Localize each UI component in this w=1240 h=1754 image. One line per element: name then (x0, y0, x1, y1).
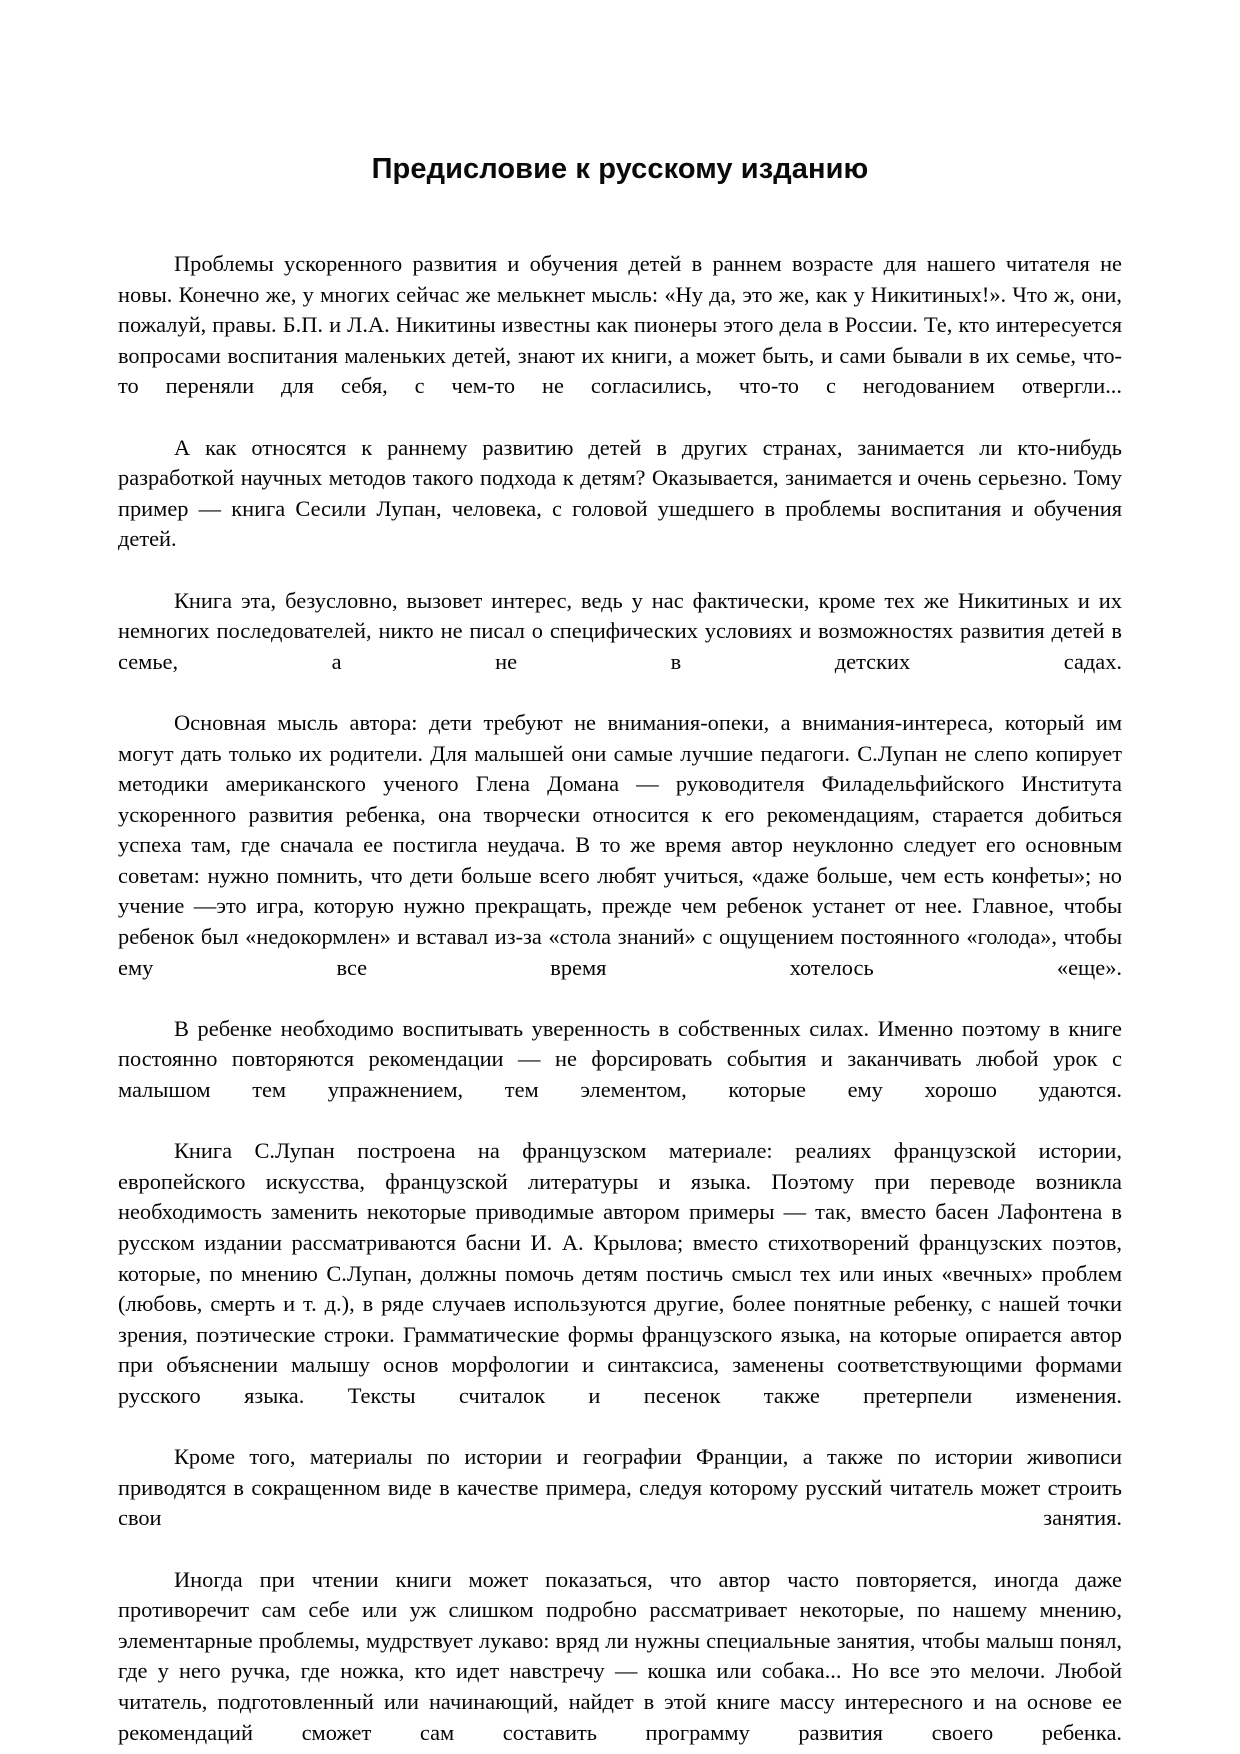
paragraph: А как относятся к раннему развитию детей в других странах, занимается ли кто-нибудь разработкой научных методов такого подхода к детям? Оказывается, занимается и очень серьезно. Тому пример — книга Сесили Лупан, человека, с головой ушедшего в проблемы воспитания и обучения детей. (118, 434, 1122, 552)
paragraph: Иногда при чтении книги может показаться, что автор часто повторяется, иногда даже противоречит сам себе или уж слишком подробно рассматривает некоторые, по нашему мнению, элементарные проблемы, мудрствует лукаво: вряд ли нужны специальные занятия, чтобы малыш понял, где у него ручка, где ножка, кто идет навстречу — кошка или собака... Но все это мелочи. Любой читатель, подготовленный или начинающий, найдет в этой книге массу интересного и на основе ее рекомендаций сможет сам составить программу развития своего ребенка. (118, 1566, 1122, 1745)
paragraph: Основная мысль автора: дети требуют не внимания-опеки, а внимания-интереса, который им могут дать только их родители. Для малышей они самые лучшие педагоги. С.Лупан не слепо копирует методики американского ученого Глена Домана — руководителя Филадельфийского Института ускоренного развития ребенка, она творчески относится к его рекомендациям, старается добиться успеха там, где сначала ее постигла неудача. В то же время автор неуклонно следует его основным советам: нужно помнить, что дети больше всего любят учиться, «даже больше, чем есть конфеты»; но учение —это игра, которую нужно прекращать, прежде чем ребенок устанет от нее. Главное, чтобы ребенок был «недокормлен» и вставал из-за «стола знаний» с ощущением постоянного «голода», чтобы ему все время хотелось «еще». (118, 709, 1122, 980)
paragraph: Проблемы ускоренного развития и обучения детей в раннем возрасте для нашего читателя не новы. Конечно же, у многих сейчас же мелькнет мысль: «Ну да, это же, как у Никитиных!». Что ж, они, пожалуй, правы. Б.П. и Л.А. Никитины известны как пионеры этого дела в России. Те, кто интересуется вопросами воспитания маленьких детей, знают их книги, а может быть, и сами бывали в их семье, что-то переняли для себя, с чем-то не согласились, что-то с негодованием отвергли... (118, 251, 1122, 399)
paragraph: Книга С.Лупан построена на французском материале: реалиях французской истории, европейского искусства, французской литературы и языка. Поэтому при переводе возникла необходимость заменить некоторые приводимые автором примеры — так, вместо басен Лафонтена в русском издании рассматриваются басни И. А. Крылова; вместо стихотворений французских поэтов, которые, по мнению С.Лупан, должны помочь детям постичь смысл тех или иных «вечных» проблем (любовь, смерть и т. д.), в ряде случаев используются другие, более понятные ребенку, с нашей точки зрения, поэтические строки. Грамматические формы французского языка, на которые опирается автор при объяснении малышу основ морфологии и синтаксиса, заменены соответствующими формами русского языка. Тексты считалок и песенок также претерпели изменения. (118, 1138, 1122, 1408)
paragraph: Кроме того, материалы по истории и географии Франции, а также по истории живописи приводятся в сокращенном виде в качестве примера, следуя которому русский читатель может строить свои занятия. (118, 1444, 1122, 1531)
page-title: Предисловие к русскому изданию (371, 153, 869, 185)
document-body (118, 186, 1122, 1754)
paragraph: В ребенке необходимо воспитывать уверенность в собственных силах. Именно поэтому в книге постоянно повторяются рекомендации — не форсировать события и заканчивать любой урок с малышом тем упражнением, тем элементом, которые ему хорошо удаются. (118, 1015, 1122, 1103)
paragraph: Книга эта, безусловно, вызовет интерес, ведь у нас фактически, кроме тех же Никитиных и их немногих последователей, никто не писал о специфических условиях и возможностях развития детей в семье, а не в детских садах. (118, 587, 1122, 674)
